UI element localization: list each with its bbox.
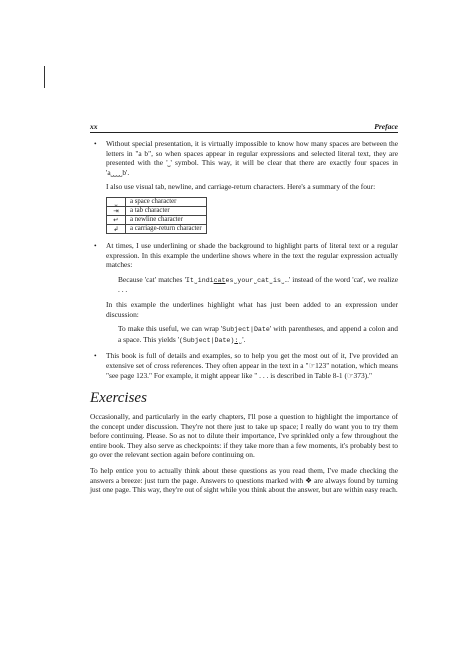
symbol-table xyxy=(106,197,207,234)
running-header xyxy=(90,122,398,133)
paragraph: In this example the underlines highlight what has just been added to an expression under discussion: xyxy=(106,299,398,319)
bullet-marker: • xyxy=(94,139,97,148)
paragraph: Occasionally, and particularly in the early chapters, I'll pose a question to highlight the importance of the concept under discussion. They're not there just to take up space; I really do want you to try them before continuing. Please. So as not to dilute their importance, I've sprinkled only a few throughout the entire book. They also serve as checkpoints: if they take more than a few moments, it's probably best to go over the relevant section again before continuing on. xyxy=(90,412,398,460)
symbol-row xyxy=(107,206,207,215)
space-symbol-icon: ˽ xyxy=(107,197,126,206)
symbol-row xyxy=(107,215,207,224)
paragraph: To help entice you to actually think about these questions as you read them, I've made checking the answers a breeze: just turn the page. Answers to questions marked with ❖ are always found by turning just one page. This way, they're out of sight while you think about the answer, but are within easy reach. xyxy=(90,466,398,495)
paragraph: This book is full of details and examples, so to help you get the most out of it, I've provided an extensive set of cross references. They often appear in the text in a "☞123" notation, which means "see page 123." For example, it might appear like " . . . is described in Table 8-1 (☞373)." xyxy=(106,351,398,380)
symbol-row xyxy=(107,197,207,206)
bullet-marker: • xyxy=(94,240,97,250)
symbol-meaning: a newline character xyxy=(126,215,207,224)
paragraph: At times, I use underlining or shade the background to highlight parts of literal text or a regular expression. In this example the underline shows where in the text the regular expression actually matches: xyxy=(106,240,398,270)
paragraph: Without special presentation, it is virtually impossible to know how many spaces are between the letters in "a b", so when spaces appear in regular expressions and selected literal text, they are presented with the '˽' symbol. This way, it will be clear that there are exactly four spaces in 'a˽˽˽˽b'. xyxy=(106,139,398,177)
example-match: Because 'cat' matches 'It˽indicates˽your˽cat˽is˽…' instead of the word 'cat', we realize . . . xyxy=(118,274,398,295)
symbol-row xyxy=(107,224,207,233)
bullet-spaces xyxy=(90,139,398,234)
bullet-marker: • xyxy=(94,351,97,361)
section-heading: Exercises xyxy=(90,390,147,407)
crop-mark xyxy=(44,66,45,88)
example-added: To make this useful, we can wrap 'Subject|Date' with parentheses, and append a colon and a space. This yields '(Subject|Date):˽'. xyxy=(118,324,398,344)
paragraph: I also use visual tab, newline, and carriage-return characters. Here's a summary of the four: xyxy=(106,182,376,192)
added-underline: :˽ xyxy=(234,336,243,344)
book-page xyxy=(90,122,398,501)
carriage-return-symbol-icon: ↲ xyxy=(107,224,126,233)
symbol-meaning: a carriage-return character xyxy=(126,224,207,233)
page-number: xx xyxy=(90,122,98,131)
bullet-cross-references xyxy=(90,351,398,380)
symbol-meaning: a tab character xyxy=(126,206,207,215)
running-title: Preface xyxy=(374,122,398,131)
symbol-meaning: a space character xyxy=(126,197,207,206)
tab-symbol-icon: ⇥ xyxy=(107,206,126,215)
bullet-underlining xyxy=(90,241,398,345)
newline-symbol-icon: ↵ xyxy=(107,215,126,224)
match-underline: cat xyxy=(213,276,226,284)
